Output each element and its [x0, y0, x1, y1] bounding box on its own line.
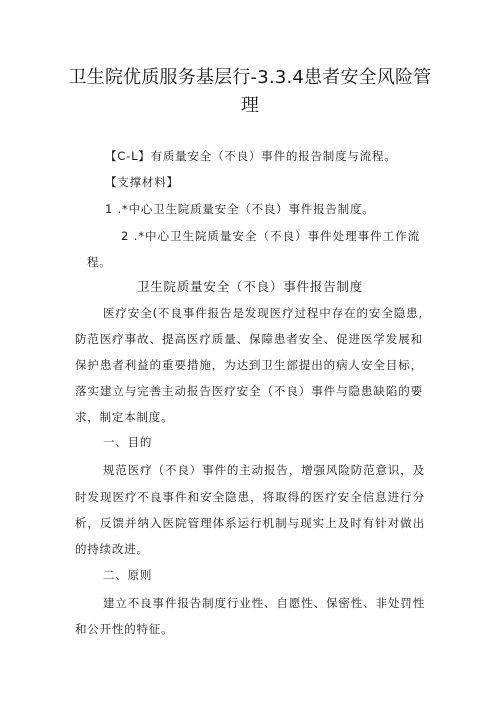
purpose-line-3: 析，反馈并纳入医院管理体系运行机制与现实上及时有针对做出: [75, 516, 425, 530]
support-item-1: 1 .*中心卫生院质量安全（不良）事件报告制度。: [105, 202, 375, 216]
purpose-line-2: 时发现医疗不良事件和安全隐患，将取得的医疗安全信息进行分: [75, 490, 425, 504]
intro-line-3: 保护患者利益的重要措施，为达到卫生部提出的病人安全目标，: [75, 358, 423, 372]
principle-heading: 二、原则: [103, 568, 153, 582]
section-title: 卫生院质量安全（不良）事件报告制度: [136, 279, 364, 294]
document-title-line-1: 卫生院优质服务基层行-3.3.4患者安全风险管: [68, 67, 432, 88]
document-title-line-2: 理: [240, 95, 260, 116]
support-item-2: 2 .*中心卫生院质量安全（不良）事件处理事件工作流: [121, 229, 420, 243]
intro-line-1: 医疗安全(不良事件报告是发现医疗过程中存在的安全隐患,: [103, 306, 423, 320]
principle-line-2: 和公开性的特征。: [75, 622, 174, 636]
purpose-line-1: 规范医疗（不良）事件的主动报告，增强风险防范意识，及: [103, 463, 425, 477]
purpose-line-4: 的持续改进。: [75, 542, 149, 556]
principle-line-1: 建立不良事件报告制度行业性、自愿性、保密性、非处罚性: [103, 596, 425, 610]
requirement-text: 【C-L】有质量安全（不良）事件的报告制度与流程。: [105, 149, 397, 163]
support-materials-heading: 【支撑材料】: [105, 175, 179, 189]
purpose-heading: 一、目的: [103, 435, 153, 449]
intro-line-4: 落实建立与完善主动报告医疗安全（不良）事件与隐患缺陷的要: [75, 384, 423, 398]
intro-line-5: 求，制定本制度。: [75, 410, 174, 424]
intro-line-2: 防范医疗事故、提高医疗质量、保障患者安全、促进医学发展和: [75, 332, 423, 346]
support-item-2-continued: 程。: [87, 255, 112, 269]
